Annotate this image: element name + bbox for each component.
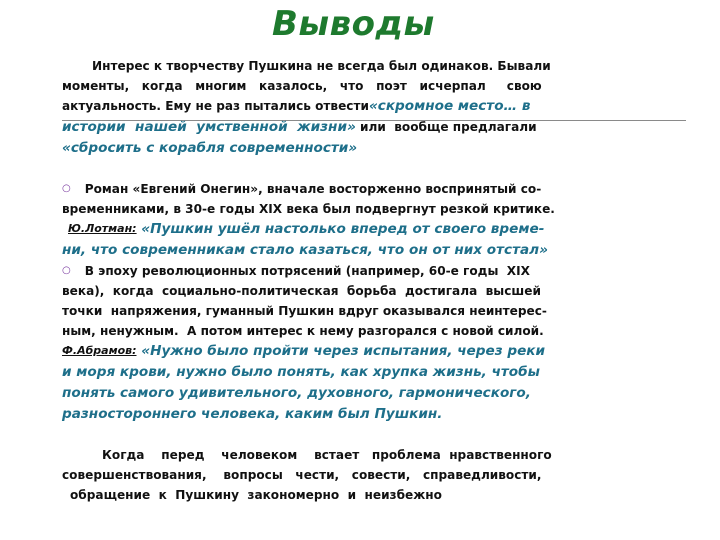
p2-line-1: ○ Роман «Евгений Онегин», вначале восторженно воспринятый со-: [62, 179, 594, 199]
p3-quote-line-4: разностороннего человека, каким был Пушкин.: [62, 406, 443, 422]
p2-quote-line-2: ни, что современникам стало казаться, что он от них отстал»: [62, 242, 548, 258]
p3-line-1: ○ В эпоху революционных потрясений (например, 60-е годы XIX: [62, 261, 594, 281]
p4-line-3: обращение к Пушкину закономерно и неизбежно: [70, 488, 442, 502]
slide-title: Выводы: [272, 4, 435, 44]
bullet-icon: ○: [62, 265, 71, 276]
slide-body: [62, 56, 594, 505]
p1-line-3: актуальность. Ему не раз пытались отвести «скромное место… в: [62, 98, 531, 114]
bullet-icon: ○: [62, 183, 71, 194]
p2-quote-line-1: Ю.Лотман: «Пушкин ушёл настолько вперед от своего време-: [62, 219, 594, 240]
p3-quote-line-1: Ф.Абрамов: «Нужно было пройти через испытания, через реки: [62, 341, 594, 362]
p4-line-2: совершенствования, вопросы чести, совести, справедливости,: [62, 468, 542, 482]
spacer: [62, 159, 594, 179]
p3-quote-line-2: и моря крови, нужно было понять, как хрупка жизнь, чтобы: [62, 364, 540, 380]
p3-line-4: ным, ненужным. А потом интерес к нему разгорался с новой силой.: [62, 324, 544, 338]
p3-quote-line-3: понять самого удивительного, духовного, гармонического,: [62, 385, 531, 401]
p1-line-5: «сбросить с корабля современности»: [62, 140, 358, 156]
p1-line-2: моменты, когда многим казалось, что поэт исчерпал свою: [62, 79, 542, 93]
spacer: [62, 425, 594, 445]
p3-line-3: точки напряжения, гуманный Пушкин вдруг оказывался неинтерес-: [62, 304, 547, 318]
p4-line-1: Когда перед человеком встает проблема нравственного: [102, 448, 552, 462]
author-label: Ф.Абрамов:: [62, 344, 137, 357]
p1-line-4: истории нашей умственной жизни» или вообще предлагали: [62, 119, 537, 135]
p2-line-2: временниками, в 30-е годы XIX века был подвергнут резкой критике.: [62, 202, 555, 216]
author-label: Ю.Лотман:: [68, 222, 137, 235]
p1-line-1: Интерес к творчеству Пушкина не всегда был одинаков. Бывали: [92, 59, 551, 73]
p3-line-2: века), когда социально-политическая борьба достигала высшей: [62, 284, 541, 298]
